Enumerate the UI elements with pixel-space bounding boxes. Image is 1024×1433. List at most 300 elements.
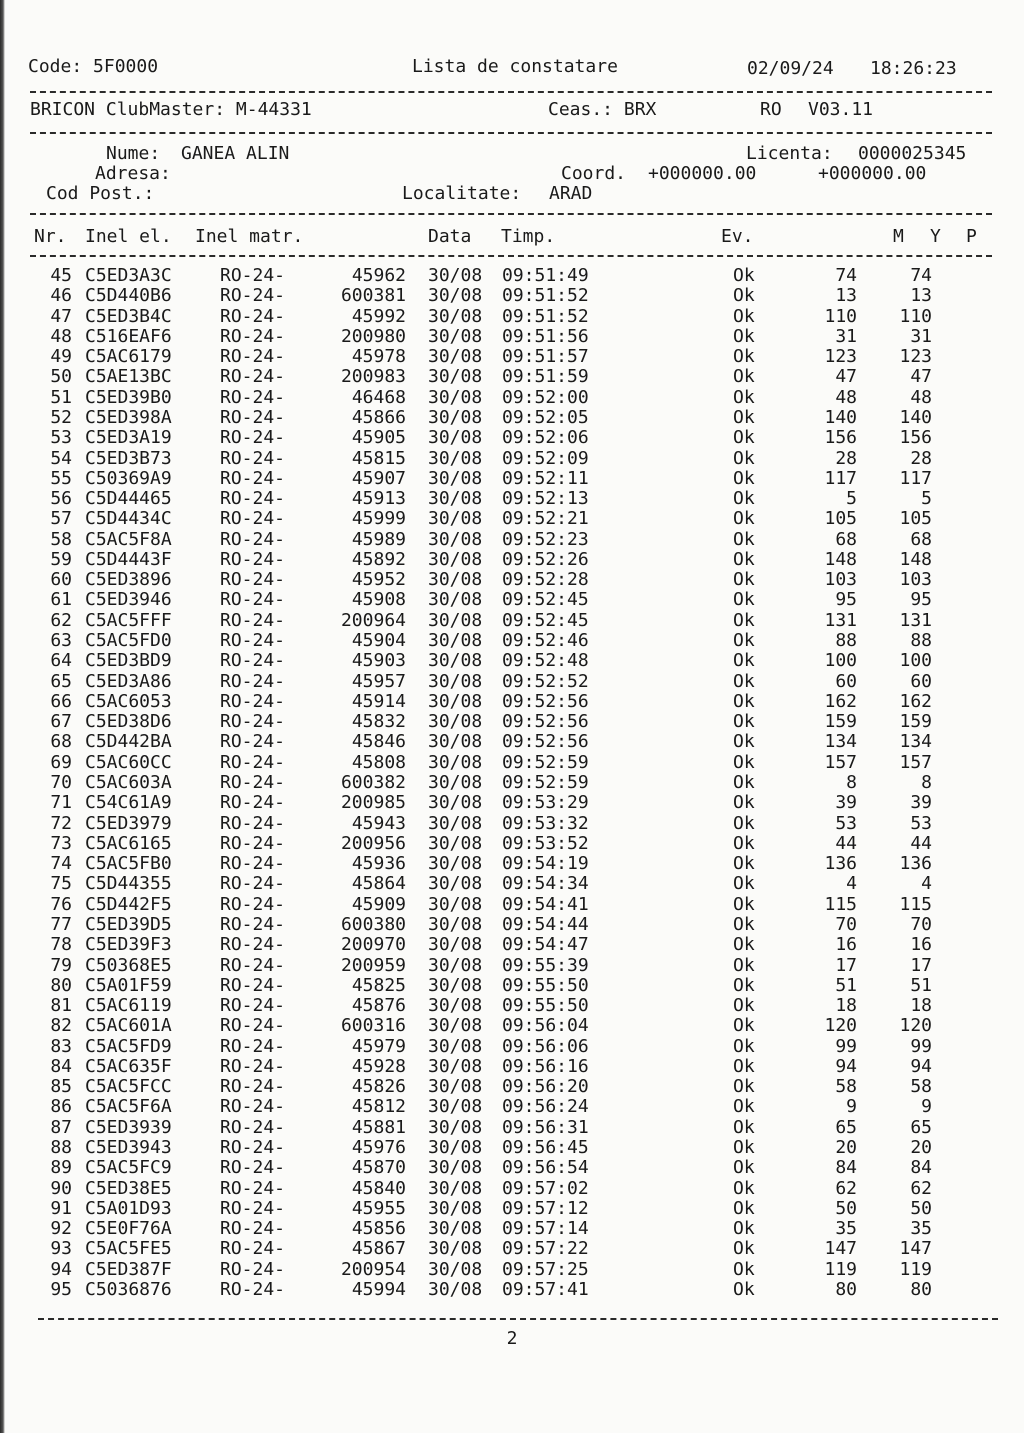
row-time: 09:55:50 bbox=[502, 995, 589, 1017]
row-event: Ok bbox=[733, 1076, 755, 1098]
locality-label: Localitate: bbox=[402, 183, 522, 204]
row-nr: 81 bbox=[50, 995, 72, 1017]
row-m: 47 bbox=[835, 366, 857, 388]
row-m: 99 bbox=[835, 1035, 857, 1057]
row-ring-prefix: RO-24- bbox=[220, 751, 286, 773]
row-event: Ok bbox=[733, 974, 755, 996]
row-date: 30/08 bbox=[428, 325, 483, 347]
row-nr: 83 bbox=[50, 1035, 72, 1057]
row-event: Ok bbox=[733, 913, 755, 935]
row-ring-prefix: RO-24- bbox=[220, 812, 286, 834]
row-nr: 66 bbox=[50, 690, 72, 712]
row-electronic-ring: C5AC5FD0 bbox=[85, 630, 172, 652]
row-y: 120 bbox=[899, 1015, 932, 1037]
row-nr: 62 bbox=[50, 609, 72, 631]
row-event: Ok bbox=[733, 1157, 755, 1179]
row-ring-number: 45876 bbox=[351, 995, 406, 1017]
row-nr: 93 bbox=[50, 1238, 72, 1260]
table-row bbox=[0, 1179, 1024, 1199]
row-ring-prefix: RO-24- bbox=[220, 954, 286, 976]
row-y: 17 bbox=[910, 954, 932, 976]
row-nr: 94 bbox=[50, 1258, 72, 1280]
row-electronic-ring: C5AC5FCC bbox=[85, 1076, 172, 1098]
row-date: 30/08 bbox=[428, 1055, 483, 1077]
table-row bbox=[0, 1077, 1024, 1097]
table-row bbox=[0, 489, 1024, 509]
row-electronic-ring: C5AC635F bbox=[85, 1055, 172, 1077]
row-ring-number: 200956 bbox=[340, 832, 406, 854]
row-m: 100 bbox=[824, 650, 857, 672]
row-event: Ok bbox=[733, 772, 755, 793]
col-header-p: P bbox=[966, 226, 977, 247]
row-y: 48 bbox=[910, 386, 932, 408]
row-y: 5 bbox=[921, 488, 932, 510]
row-electronic-ring: C5D4443F bbox=[85, 548, 172, 570]
row-ring-number: 45913 bbox=[351, 488, 406, 510]
row-electronic-ring: C5A01D93 bbox=[85, 1197, 172, 1219]
row-m: 156 bbox=[824, 427, 857, 449]
row-nr: 54 bbox=[50, 447, 72, 469]
row-electronic-ring: C5ED3A3C bbox=[85, 265, 172, 286]
row-time: 09:53:29 bbox=[502, 792, 589, 814]
row-time: 09:53:52 bbox=[502, 832, 589, 854]
coord-x: +000000.00 bbox=[648, 163, 757, 184]
row-electronic-ring: C5ED3B73 bbox=[85, 447, 172, 469]
row-ring-number: 45832 bbox=[351, 711, 406, 733]
row-nr: 87 bbox=[50, 1116, 72, 1138]
row-ring-prefix: RO-24- bbox=[220, 467, 286, 489]
table-row bbox=[0, 428, 1024, 448]
row-ring-prefix: RO-24- bbox=[220, 772, 286, 793]
row-date: 30/08 bbox=[428, 346, 483, 368]
row-m: 134 bbox=[824, 731, 857, 753]
row-m: 53 bbox=[835, 812, 857, 834]
row-time: 09:54:44 bbox=[502, 913, 589, 935]
row-ring-number: 45989 bbox=[351, 528, 406, 550]
row-ring-prefix: RO-24- bbox=[220, 1015, 286, 1037]
row-date: 30/08 bbox=[428, 265, 483, 286]
table-row bbox=[0, 347, 1024, 367]
row-event: Ok bbox=[733, 832, 755, 854]
row-nr: 50 bbox=[50, 366, 72, 388]
row-ring-number: 45866 bbox=[351, 406, 406, 428]
row-event: Ok bbox=[733, 325, 755, 347]
row-ring-prefix: RO-24- bbox=[220, 1279, 286, 1300]
row-event: Ok bbox=[733, 548, 755, 570]
row-ring-number: 45904 bbox=[351, 630, 406, 652]
row-nr: 72 bbox=[50, 812, 72, 834]
row-electronic-ring: C5E0F76A bbox=[85, 1218, 172, 1240]
row-ring-number: 200980 bbox=[340, 325, 406, 347]
row-time: 09:56:54 bbox=[502, 1157, 589, 1179]
table-row bbox=[0, 672, 1024, 692]
row-m: 74 bbox=[835, 265, 857, 286]
row-nr: 53 bbox=[50, 427, 72, 449]
row-event: Ok bbox=[733, 630, 755, 652]
row-electronic-ring: C5ED38D6 bbox=[85, 711, 172, 733]
row-date: 30/08 bbox=[428, 974, 483, 996]
row-time: 09:52:56 bbox=[502, 711, 589, 733]
table-row bbox=[0, 1016, 1024, 1036]
row-time: 09:52:56 bbox=[502, 731, 589, 753]
row-ring-number: 45881 bbox=[351, 1116, 406, 1138]
row-ring-number: 46468 bbox=[351, 386, 406, 408]
row-m: 31 bbox=[835, 325, 857, 347]
table-row bbox=[0, 1260, 1024, 1280]
row-date: 30/08 bbox=[428, 366, 483, 388]
row-event: Ok bbox=[733, 873, 755, 895]
row-date: 30/08 bbox=[428, 832, 483, 854]
row-ring-number: 45999 bbox=[351, 508, 406, 530]
row-electronic-ring: C5AC6165 bbox=[85, 832, 172, 854]
row-ring-number: 45992 bbox=[351, 305, 406, 327]
row-m: 115 bbox=[824, 893, 857, 915]
row-ring-prefix: RO-24- bbox=[220, 1197, 286, 1219]
row-nr: 49 bbox=[50, 346, 72, 368]
row-ring-prefix: RO-24- bbox=[220, 934, 286, 956]
row-y: 131 bbox=[899, 609, 932, 631]
row-time: 09:51:52 bbox=[502, 285, 589, 307]
row-ring-prefix: RO-24- bbox=[220, 650, 286, 672]
row-m: 8 bbox=[846, 772, 857, 793]
table-row bbox=[0, 307, 1024, 327]
locality-value: ARAD bbox=[549, 183, 593, 204]
row-m: 120 bbox=[824, 1015, 857, 1037]
row-time: 09:52:13 bbox=[502, 488, 589, 510]
row-ring-prefix: RO-24- bbox=[220, 1258, 286, 1280]
row-time: 09:52:23 bbox=[502, 528, 589, 550]
row-date: 30/08 bbox=[428, 467, 483, 489]
row-ring-number: 45864 bbox=[351, 873, 406, 895]
table-row bbox=[0, 692, 1024, 712]
row-m: 68 bbox=[835, 528, 857, 550]
row-nr: 84 bbox=[50, 1055, 72, 1077]
table-row bbox=[0, 793, 1024, 813]
document-title: Lista de constatare bbox=[412, 56, 618, 77]
row-m: 157 bbox=[824, 751, 857, 773]
row-electronic-ring: C5AC5FD9 bbox=[85, 1035, 172, 1057]
row-nr: 60 bbox=[50, 569, 72, 591]
table-row bbox=[0, 712, 1024, 732]
print-time: 18:26:23 bbox=[870, 58, 957, 79]
row-ring-prefix: RO-24- bbox=[220, 508, 286, 530]
row-nr: 64 bbox=[50, 650, 72, 672]
table-row bbox=[0, 570, 1024, 590]
row-y: 80 bbox=[910, 1279, 932, 1300]
row-date: 30/08 bbox=[428, 731, 483, 753]
table-row bbox=[0, 976, 1024, 996]
row-electronic-ring: C5AC603A bbox=[85, 772, 172, 793]
row-ring-prefix: RO-24- bbox=[220, 569, 286, 591]
row-electronic-ring: C5D44465 bbox=[85, 488, 172, 510]
row-y: 16 bbox=[910, 934, 932, 956]
row-electronic-ring: C5ED39B0 bbox=[85, 386, 172, 408]
postal-code-label: Cod Post.: bbox=[46, 183, 155, 204]
row-time: 09:57:02 bbox=[502, 1177, 589, 1199]
table-row bbox=[0, 732, 1024, 752]
row-y: 110 bbox=[899, 305, 932, 327]
row-date: 30/08 bbox=[428, 548, 483, 570]
row-electronic-ring: C5ED3979 bbox=[85, 812, 172, 834]
row-ring-number: 45936 bbox=[351, 853, 406, 875]
license-number: 0000025345 bbox=[858, 143, 967, 164]
row-electronic-ring: C5A01F59 bbox=[85, 974, 172, 996]
row-ring-prefix: RO-24- bbox=[220, 731, 286, 753]
software-version: V03.11 bbox=[808, 99, 874, 120]
table-row bbox=[0, 327, 1024, 347]
row-event: Ok bbox=[733, 1177, 755, 1199]
row-ring-number: 200964 bbox=[340, 609, 406, 631]
row-nr: 71 bbox=[50, 792, 72, 814]
license-label: Licenta: bbox=[746, 143, 833, 164]
row-electronic-ring: C5AC6119 bbox=[85, 995, 172, 1017]
row-ring-prefix: RO-24- bbox=[220, 528, 286, 550]
row-date: 30/08 bbox=[428, 812, 483, 834]
row-event: Ok bbox=[733, 1015, 755, 1037]
row-ring-prefix: RO-24- bbox=[220, 974, 286, 996]
row-ring-prefix: RO-24- bbox=[220, 832, 286, 854]
row-nr: 69 bbox=[50, 751, 72, 773]
row-time: 09:56:16 bbox=[502, 1055, 589, 1077]
row-date: 30/08 bbox=[428, 386, 483, 408]
row-event: Ok bbox=[733, 508, 755, 530]
row-time: 09:57:14 bbox=[502, 1218, 589, 1240]
table-row bbox=[0, 874, 1024, 894]
row-ring-number: 45978 bbox=[351, 346, 406, 368]
coord-y: +000000.00 bbox=[818, 163, 927, 184]
row-date: 30/08 bbox=[428, 711, 483, 733]
row-ring-number: 45955 bbox=[351, 1197, 406, 1219]
divider-line bbox=[30, 91, 992, 93]
row-event: Ok bbox=[733, 285, 755, 307]
row-date: 30/08 bbox=[428, 569, 483, 591]
row-nr: 55 bbox=[50, 467, 72, 489]
row-ring-number: 45903 bbox=[351, 650, 406, 672]
row-nr: 79 bbox=[50, 954, 72, 976]
row-date: 30/08 bbox=[428, 995, 483, 1017]
row-y: 100 bbox=[899, 650, 932, 672]
row-electronic-ring: C5AC60CC bbox=[85, 751, 172, 773]
row-event: Ok bbox=[733, 528, 755, 550]
row-ring-prefix: RO-24- bbox=[220, 346, 286, 368]
row-event: Ok bbox=[733, 447, 755, 469]
table-row bbox=[0, 408, 1024, 428]
row-electronic-ring: C5ED39F3 bbox=[85, 934, 172, 956]
print-date: 02/09/24 bbox=[747, 58, 834, 79]
row-ring-number: 45840 bbox=[351, 1177, 406, 1199]
table-row bbox=[0, 266, 1024, 286]
row-date: 30/08 bbox=[428, 670, 483, 692]
row-date: 30/08 bbox=[428, 447, 483, 469]
row-event: Ok bbox=[733, 427, 755, 449]
row-m: 95 bbox=[835, 589, 857, 611]
table-row bbox=[0, 388, 1024, 408]
row-date: 30/08 bbox=[428, 1015, 483, 1037]
row-y: 31 bbox=[910, 325, 932, 347]
row-ring-number: 45905 bbox=[351, 427, 406, 449]
col-header-electronic-ring: Inel el. bbox=[85, 226, 172, 247]
row-m: 44 bbox=[835, 832, 857, 854]
row-y: 103 bbox=[899, 569, 932, 591]
table-row bbox=[0, 590, 1024, 610]
row-y: 157 bbox=[899, 751, 932, 773]
row-m: 123 bbox=[824, 346, 857, 368]
row-electronic-ring: C5AC5F8A bbox=[85, 528, 172, 550]
row-nr: 95 bbox=[50, 1279, 72, 1300]
row-nr: 82 bbox=[50, 1015, 72, 1037]
row-ring-prefix: RO-24- bbox=[220, 427, 286, 449]
row-ring-prefix: RO-24- bbox=[220, 285, 286, 307]
table-row bbox=[0, 996, 1024, 1016]
row-event: Ok bbox=[733, 711, 755, 733]
row-date: 30/08 bbox=[428, 873, 483, 895]
row-y: 60 bbox=[910, 670, 932, 692]
row-y: 62 bbox=[910, 1177, 932, 1199]
row-electronic-ring: C516EAF6 bbox=[85, 325, 172, 347]
row-nr: 58 bbox=[50, 528, 72, 550]
row-time: 09:56:24 bbox=[502, 1096, 589, 1118]
row-electronic-ring: C5ED3BD9 bbox=[85, 650, 172, 672]
row-y: 74 bbox=[910, 265, 932, 286]
row-event: Ok bbox=[733, 467, 755, 489]
row-m: 70 bbox=[835, 913, 857, 935]
row-electronic-ring: C5D4434C bbox=[85, 508, 172, 530]
page-number: 2 bbox=[506, 1328, 518, 1349]
row-y: 47 bbox=[910, 366, 932, 388]
row-ring-number: 45928 bbox=[351, 1055, 406, 1077]
row-m: 50 bbox=[835, 1197, 857, 1219]
row-date: 30/08 bbox=[428, 934, 483, 956]
row-date: 30/08 bbox=[428, 1157, 483, 1179]
row-y: 44 bbox=[910, 832, 932, 854]
row-ring-prefix: RO-24- bbox=[220, 1157, 286, 1179]
row-time: 09:51:56 bbox=[502, 325, 589, 347]
row-ring-number: 200970 bbox=[340, 934, 406, 956]
row-time: 09:53:32 bbox=[502, 812, 589, 834]
divider-line bbox=[30, 132, 992, 134]
row-ring-number: 45976 bbox=[351, 1137, 406, 1159]
row-m: 140 bbox=[824, 406, 857, 428]
row-date: 30/08 bbox=[428, 589, 483, 611]
table-row bbox=[0, 1219, 1024, 1239]
row-event: Ok bbox=[733, 1137, 755, 1159]
row-m: 39 bbox=[835, 792, 857, 814]
row-ring-prefix: RO-24- bbox=[220, 690, 286, 712]
row-date: 30/08 bbox=[428, 650, 483, 672]
row-date: 30/08 bbox=[428, 1197, 483, 1219]
row-event: Ok bbox=[733, 670, 755, 692]
row-y: 8 bbox=[921, 772, 932, 793]
row-time: 09:57:22 bbox=[502, 1238, 589, 1260]
row-y: 53 bbox=[910, 812, 932, 834]
code-label: Code: 5F0000 bbox=[28, 56, 159, 77]
row-ring-prefix: RO-24- bbox=[220, 893, 286, 915]
row-electronic-ring: C5AE13BC bbox=[85, 366, 172, 388]
row-y: 84 bbox=[910, 1157, 932, 1179]
row-time: 09:54:41 bbox=[502, 893, 589, 915]
row-m: 5 bbox=[846, 488, 857, 510]
row-date: 30/08 bbox=[428, 528, 483, 550]
row-ring-number: 200985 bbox=[340, 792, 406, 814]
row-ring-number: 45908 bbox=[351, 589, 406, 611]
row-time: 09:56:06 bbox=[502, 1035, 589, 1057]
row-electronic-ring: C5ED3943 bbox=[85, 1137, 172, 1159]
row-nr: 89 bbox=[50, 1157, 72, 1179]
address-label: Adresa: bbox=[95, 163, 171, 184]
row-date: 30/08 bbox=[428, 893, 483, 915]
row-event: Ok bbox=[733, 1116, 755, 1138]
row-ring-prefix: RO-24- bbox=[220, 609, 286, 631]
row-y: 58 bbox=[910, 1076, 932, 1098]
row-m: 147 bbox=[824, 1238, 857, 1260]
row-date: 30/08 bbox=[428, 1076, 483, 1098]
row-event: Ok bbox=[733, 1279, 755, 1300]
row-electronic-ring: C5D44355 bbox=[85, 873, 172, 895]
row-event: Ok bbox=[733, 893, 755, 915]
row-ring-prefix: RO-24- bbox=[220, 1238, 286, 1260]
row-date: 30/08 bbox=[428, 1096, 483, 1118]
table-row bbox=[0, 753, 1024, 773]
row-m: 48 bbox=[835, 386, 857, 408]
table-row bbox=[0, 1057, 1024, 1077]
row-time: 09:51:59 bbox=[502, 366, 589, 388]
row-ring-prefix: RO-24- bbox=[220, 305, 286, 327]
divider-line bbox=[30, 213, 992, 215]
row-time: 09:51:57 bbox=[502, 346, 589, 368]
row-electronic-ring: C5D440B6 bbox=[85, 285, 172, 307]
row-nr: 73 bbox=[50, 832, 72, 854]
row-m: 84 bbox=[835, 1157, 857, 1179]
row-y: 156 bbox=[899, 427, 932, 449]
row-event: Ok bbox=[733, 792, 755, 814]
table-row bbox=[0, 1280, 1024, 1300]
row-ring-number: 45994 bbox=[351, 1279, 406, 1300]
coord-label: Coord. bbox=[561, 163, 627, 184]
row-m: 62 bbox=[835, 1177, 857, 1199]
row-event: Ok bbox=[733, 488, 755, 510]
row-time: 09:52:09 bbox=[502, 447, 589, 469]
row-event: Ok bbox=[733, 751, 755, 773]
row-ring-number: 45979 bbox=[351, 1035, 406, 1057]
row-nr: 46 bbox=[50, 285, 72, 307]
row-ring-prefix: RO-24- bbox=[220, 1116, 286, 1138]
row-m: 117 bbox=[824, 467, 857, 489]
row-event: Ok bbox=[733, 1238, 755, 1260]
row-electronic-ring: C5ED3B4C bbox=[85, 305, 172, 327]
row-ring-prefix: RO-24- bbox=[220, 995, 286, 1017]
row-electronic-ring: C5AC5FE5 bbox=[85, 1238, 172, 1260]
row-m: 110 bbox=[824, 305, 857, 327]
row-time: 09:52:48 bbox=[502, 650, 589, 672]
row-time: 09:52:28 bbox=[502, 569, 589, 591]
table-row bbox=[0, 1118, 1024, 1138]
row-m: 105 bbox=[824, 508, 857, 530]
row-nr: 92 bbox=[50, 1218, 72, 1240]
row-ring-prefix: RO-24- bbox=[220, 711, 286, 733]
table-row bbox=[0, 854, 1024, 874]
row-nr: 88 bbox=[50, 1137, 72, 1159]
row-date: 30/08 bbox=[428, 406, 483, 428]
row-event: Ok bbox=[733, 305, 755, 327]
row-electronic-ring: C5AC6053 bbox=[85, 690, 172, 712]
row-time: 09:57:25 bbox=[502, 1258, 589, 1280]
row-ring-prefix: RO-24- bbox=[220, 670, 286, 692]
row-ring-number: 45914 bbox=[351, 690, 406, 712]
row-electronic-ring: C5ED3A86 bbox=[85, 670, 172, 692]
table-row bbox=[0, 834, 1024, 854]
row-nr: 45 bbox=[50, 265, 72, 286]
table-row bbox=[0, 773, 1024, 793]
